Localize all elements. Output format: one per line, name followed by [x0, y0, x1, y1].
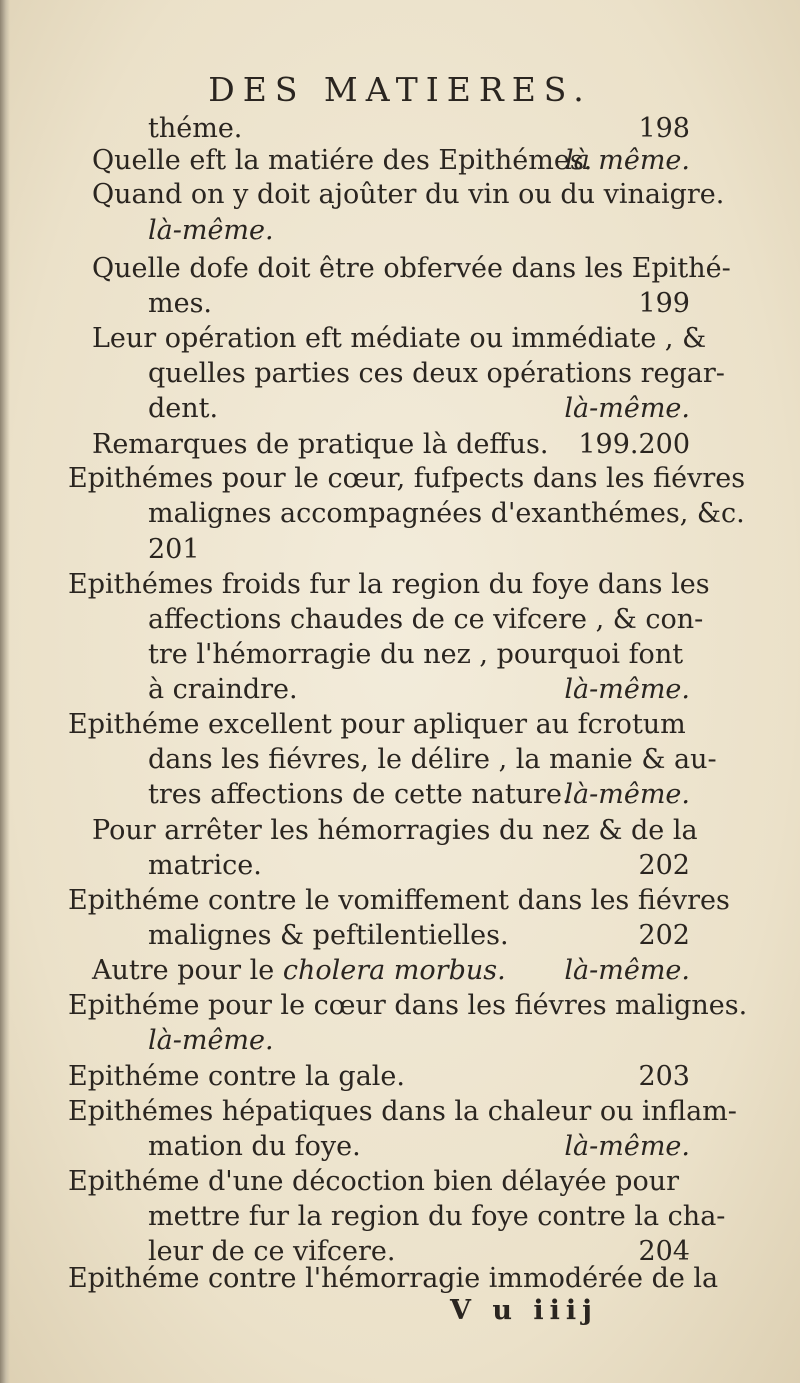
- page-reference: là même.: [564, 145, 690, 176]
- entry-text: Remarques de pratique là deffus.: [92, 429, 549, 460]
- entry-text: Epithéme contre le vomiffement dans les fiévres: [68, 885, 730, 916]
- entry-text: tre l'hémorragie du nez , pourquoi font: [148, 639, 684, 670]
- entry-text: quelles parties ces deux opérations regar-: [148, 358, 725, 389]
- entry-text: théme.: [148, 113, 243, 144]
- page-number: 201: [148, 534, 200, 565]
- entry-italic-term: cholera morbus.: [282, 955, 506, 986]
- entry-text: malignes accompagnées d'exanthémes, &c.: [148, 498, 745, 529]
- entry-text: [92, 954, 506, 988]
- page-gutter: [0, 0, 10, 1383]
- entry-text-part: Autre pour le: [92, 955, 275, 986]
- entry-text: Pour arrêter les hémorragies du nez & de la: [92, 815, 698, 846]
- page-reference: là-même.: [564, 779, 690, 810]
- entry-text: Epithémes hépatiques dans la chaleur ou inflam-: [68, 1096, 737, 1127]
- page-number: 204: [638, 1236, 690, 1267]
- entry-text: Epithéme d'une décoction bien délayée pour: [68, 1166, 680, 1197]
- entry-text: Quand on y doit ajoûter du vin ou du vinaigre.: [92, 179, 725, 210]
- entry-text: matrice.: [148, 850, 262, 881]
- page-number: 199.200: [578, 429, 690, 460]
- page-reference: là-même.: [148, 1025, 274, 1056]
- page-number: 202: [638, 920, 690, 951]
- entry-text: Epithémes pour le cœur, fufpects dans les fiévres: [68, 463, 746, 494]
- page-number: 199: [638, 288, 690, 319]
- entry-text: Quelle dofe doit être obfervée dans les Epithé-: [92, 253, 731, 284]
- entry-text: Epithéme excellent pour apliquer au fcrotum: [68, 709, 686, 740]
- entry-text: Epithémes froids fur la region du foye dans les: [68, 569, 710, 600]
- entry-text: mettre fur la region du foye contre la cha-: [148, 1201, 726, 1232]
- entry-text: dans les fiévres, le délire , la manie & au-: [148, 744, 717, 775]
- entry-text: mes.: [148, 288, 213, 319]
- entry-text: dent.: [148, 393, 219, 424]
- page-reference: là-même.: [564, 674, 690, 705]
- entry-text: Epithéme pour le cœur dans les fiévres malignes.: [68, 990, 748, 1021]
- page-number: 198: [638, 113, 690, 144]
- entry-text: mation du foye.: [148, 1131, 361, 1162]
- entry-text: affections chaudes de ce vifcere , & con-: [148, 604, 704, 635]
- entry-text: à craindre.: [148, 674, 298, 705]
- page-header: DES MATIERES.: [208, 70, 592, 109]
- page-number: 203: [638, 1061, 690, 1092]
- page-reference: là-même.: [564, 393, 690, 424]
- page-number: 202: [638, 850, 690, 881]
- entry-text: malignes & peftilentielles.: [148, 920, 509, 951]
- entry-text: Quelle eft la matiére des Epithémes.: [92, 145, 593, 176]
- entry-text: Epithéme contre l'hémorragie immodérée de la: [68, 1263, 719, 1294]
- signature-mark: V u iiij: [450, 1295, 598, 1326]
- page-reference: là-même.: [564, 1131, 690, 1162]
- entry-text: Epithéme contre la gale.: [68, 1061, 405, 1092]
- entry-text: tres affections de cette nature.: [148, 779, 571, 810]
- entry-text: leur de ce vifcere.: [148, 1236, 396, 1267]
- entry-text: Leur opération eft médiate ou immédiate , &: [92, 323, 707, 354]
- page-reference: là-même.: [564, 955, 690, 986]
- page-reference: là-même.: [148, 215, 274, 246]
